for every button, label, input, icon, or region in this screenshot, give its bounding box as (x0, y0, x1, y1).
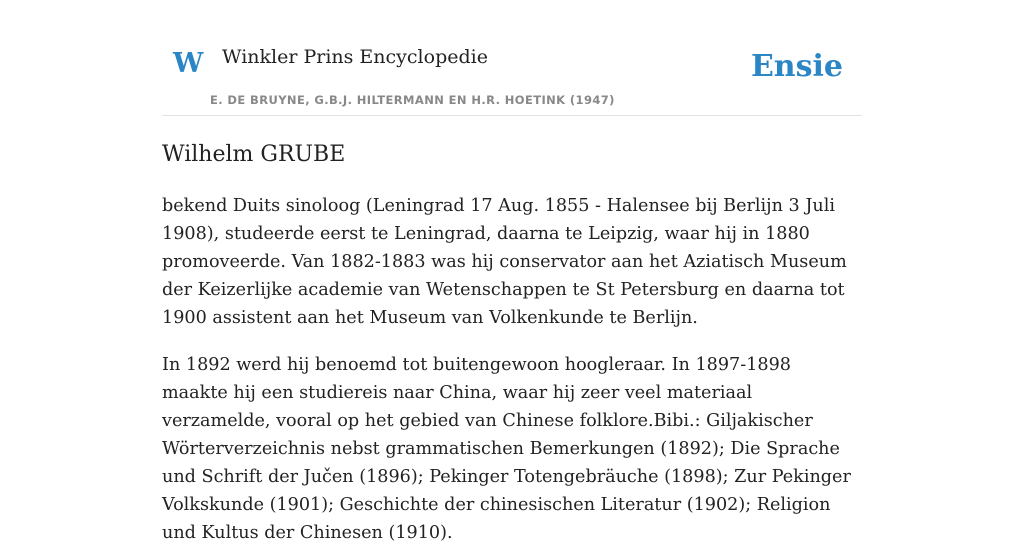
article-paragraph: bekend Duits sinoloog (Leningrad 17 Aug. 1855 - Halensee bij Berlijn 3 Juli 1908), studeerde eerst te Leningrad, daarna te Leipzig, waar hij in 1880 promoveerde. Van 1882-1883 was hij conservator aan het Aziatisch Museum der Keizerlijke academie van Wetenschappen te St Petersburg en daarna tot 1900 assistent aan het Museum van Volkenkunde te Berlijn. (162, 195, 847, 328)
article-title: Wilhelm GRUBE (162, 142, 346, 167)
site-header (162, 0, 862, 116)
article-paragraph: In 1892 werd hij benoemd tot buitengewoon hoogleraar. In 1897-1898 maakte hij een studiereis naar China, waar hij zeer veel materiaal verzamelde, vooral op het gebied van Chinese folklore.Bibi.: Giljakischer Wörterverzeichnis nebst grammatischen Bemerkungen (1892); Die Sprache und Schrift der Jučen (1896); Pekinger Totengebräuche (1898); Zur Pekinger Volkskunde (1901); Geschichte der chinesischen Literatur (1902); Religion und Kultus der Chinesen (1910). (162, 354, 851, 543)
source-title-link[interactable]: Winkler Prins Encyclopedie (222, 46, 488, 68)
page-container (162, 0, 862, 547)
winkler-prins-logo[interactable]: W (173, 48, 204, 79)
ensie-logo[interactable]: Ensie (750, 49, 843, 84)
source-authors: E. DE BRUYNE, G.B.J. HILTERMANN EN H.R. HOETINK (1947) (210, 93, 615, 107)
